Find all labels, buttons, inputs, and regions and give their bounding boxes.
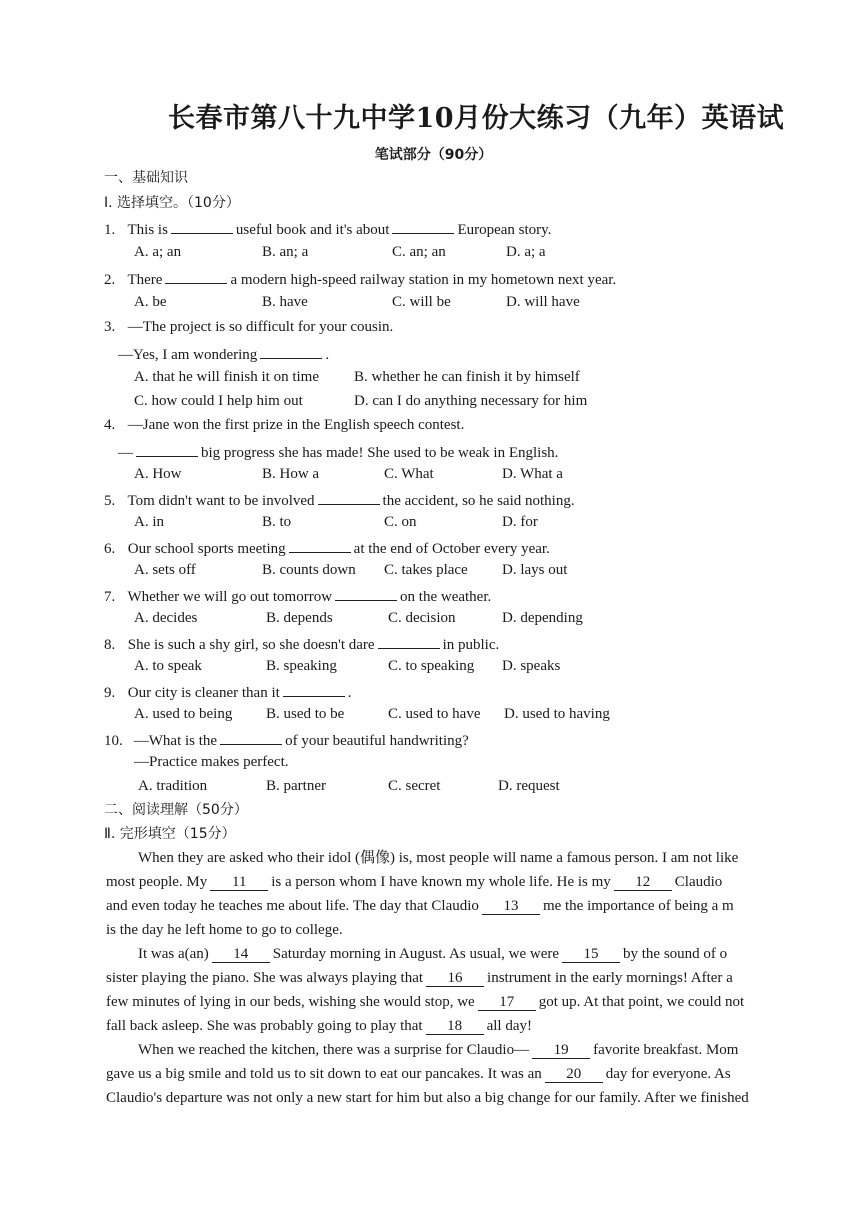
option-b: B. speaking [266, 658, 337, 674]
option-b: B. partner [266, 778, 326, 794]
question-number: 7. [104, 589, 116, 605]
question-number: 1. [104, 222, 116, 238]
question-text: . [325, 347, 330, 363]
passage-text: Claudio [674, 874, 723, 890]
passage-text: day for everyone. As [605, 1066, 731, 1082]
cloze-blank: 13 [482, 898, 540, 915]
passage-text: by the sound of o [623, 946, 728, 962]
option-a: A. to speak [134, 658, 202, 674]
cloze-blank: 18 [426, 1018, 484, 1035]
question-text: European story. [457, 222, 552, 238]
option-b: B. depends [266, 610, 333, 626]
option-c: C. on [384, 514, 417, 530]
passage-text: It was a(an) [138, 946, 209, 962]
option-a: A. a; an [134, 244, 182, 260]
question-number: 4. [104, 417, 116, 433]
question-6 [104, 536, 550, 559]
question-number: 3. [104, 319, 116, 335]
option-c: C. What [384, 466, 434, 482]
answer-blank [318, 488, 380, 505]
option-b: B. used to be [266, 706, 345, 722]
part-heading-choice: I. 选择填空。（10分） [104, 195, 240, 211]
section-heading-reading: 二、阅读理解（50分） [104, 802, 248, 818]
option-d: D. a; a [506, 244, 546, 260]
answer-blank [335, 584, 397, 601]
passage-line [106, 992, 744, 1012]
passage-line [138, 944, 727, 964]
option-c: C. decision [388, 610, 456, 626]
option-b: B. How a [262, 466, 320, 482]
option-d: D. can I do anything necessary for him [354, 393, 588, 409]
passage-line [106, 1064, 731, 1084]
cloze-blank: 19 [532, 1042, 590, 1059]
option-b: B. an; a [262, 244, 309, 260]
question-number: 8. [104, 637, 116, 653]
option-b: B. to [262, 514, 292, 530]
option-c: C. used to have [388, 706, 481, 722]
question-text: Tom didn't want to be involved [127, 493, 315, 509]
question-text: There [127, 272, 163, 288]
question-number: 6. [104, 541, 116, 557]
option-a: A. used to being [134, 706, 233, 722]
passage-text: me the importance of being a m [542, 898, 734, 914]
cloze-blank: 17 [478, 994, 536, 1011]
question-number: 9. [104, 685, 116, 701]
answer-blank [392, 217, 454, 234]
question-text: useful book and it's about [235, 222, 390, 238]
option-b: B. counts down [262, 562, 356, 578]
question-3-reply [118, 342, 329, 365]
passage-line [106, 1016, 532, 1036]
answer-blank [136, 440, 198, 457]
cloze-blank: 12 [614, 874, 672, 891]
option-b: B. have [262, 294, 308, 310]
question-text: Whether we will go out tomorrow [127, 589, 333, 605]
question-text: big progress she has made! She used to be weak in English. [201, 445, 559, 461]
answer-blank [260, 342, 322, 359]
passage-text: most people. My [106, 874, 208, 890]
section-heading-basics: 一、基础知识 [104, 170, 188, 186]
question-2 [104, 267, 616, 290]
question-4 [104, 415, 464, 435]
passage-text: is the day he left home to go to college. [106, 922, 343, 938]
option-c: C. an; an [392, 244, 446, 260]
passage-text: When they are asked who their idol (偶像) is, most people will name a famous person. I am not like [138, 850, 739, 866]
option-c: C. takes place [384, 562, 468, 578]
option-d: D. speaks [502, 658, 561, 674]
question-10 [104, 728, 469, 751]
passage-text: all day! [486, 1018, 532, 1034]
question-7 [104, 584, 491, 607]
option-d: D. will have [506, 294, 580, 310]
passage-line [138, 1040, 738, 1060]
option-a: A. sets off [134, 562, 196, 578]
option-a: A. in [134, 514, 164, 530]
question-text: the accident, so he said nothing. [382, 493, 575, 509]
question-text: Our city is cleaner than it [127, 685, 280, 701]
passage-text: is a person whom I have known my whole life. He is my [271, 874, 611, 890]
passage-line [106, 1088, 749, 1108]
question-text: —The project is so difficult for your cousin. [127, 319, 394, 335]
question-text: Our school sports meeting [127, 541, 286, 557]
question-text: —What is the [133, 733, 218, 749]
question-text: —Jane won the first prize in the English speech contest. [127, 417, 465, 433]
question-number: 5. [104, 493, 116, 509]
passage-line [106, 920, 343, 940]
question-4-reply [118, 440, 558, 463]
page-title: 长春市第八十九中学10月份大练习（九年）英语试 [168, 103, 785, 134]
cloze-blank: 20 [545, 1066, 603, 1083]
passage-text: and even today he teaches me about life. The day that Claudio [106, 898, 479, 914]
option-a: A. be [134, 294, 167, 310]
question-number: 2. [104, 272, 116, 288]
option-d: D. lays out [502, 562, 568, 578]
passage-text: When we reached the kitchen, there was a surprise for Claudio— [138, 1042, 530, 1058]
page-subtitle: 笔试部分（90分） [374, 147, 493, 163]
question-8 [104, 632, 499, 655]
passage-line [106, 968, 733, 988]
question-9 [104, 680, 352, 703]
passage-line [106, 872, 722, 892]
question-text: at the end of October every year. [353, 541, 550, 557]
option-a: A. How [134, 466, 182, 482]
option-d: D. depending [502, 610, 583, 626]
passage-text: sister playing the piano. She was always playing that [106, 970, 424, 986]
passage-text: fall back asleep. She was probably going to play that [106, 1018, 423, 1034]
question-1 [104, 217, 551, 240]
answer-blank [289, 536, 351, 553]
cloze-blank: 16 [426, 970, 484, 987]
question-text: This is [127, 222, 168, 238]
question-10-reply: —Practice makes perfect. [134, 754, 289, 770]
option-a: A. decides [134, 610, 198, 626]
option-d: D. What a [502, 466, 563, 482]
question-text: a modern high-speed railway station in my hometown next year. [230, 272, 617, 288]
passage-text: Saturday morning in August. As usual, we were [272, 946, 560, 962]
passage-text: favorite breakfast. Mom [593, 1042, 739, 1058]
option-d: D. for [502, 514, 538, 530]
cloze-blank: 14 [212, 946, 270, 963]
option-c: C. how could I help him out [134, 393, 303, 409]
question-text: —Yes, I am wondering [118, 347, 258, 363]
question-text: . [347, 685, 352, 701]
cloze-blank: 15 [562, 946, 620, 963]
passage-text: got up. At that point, we could not [538, 994, 745, 1010]
question-text: — [118, 445, 133, 461]
option-b: B. whether he can finish it by himself [354, 369, 580, 385]
answer-blank [283, 680, 345, 697]
passage-text: instrument in the early mornings! After a [487, 970, 733, 986]
answer-blank [220, 728, 282, 745]
passage-line [138, 848, 738, 868]
option-a: A. tradition [138, 778, 208, 794]
question-5 [104, 488, 575, 511]
question-text: in public. [442, 637, 500, 653]
question-text: of your beautiful handwriting? [285, 733, 469, 749]
answer-blank [171, 217, 233, 234]
cloze-blank: 11 [210, 874, 268, 891]
option-d: D. used to having [504, 706, 610, 722]
option-d: D. request [498, 778, 560, 794]
question-number: 10. [104, 733, 123, 749]
answer-blank [165, 267, 227, 284]
option-c: C. will be [392, 294, 451, 310]
part-heading-cloze: Ⅱ. 完形填空（15分） [104, 826, 236, 842]
question-text: She is such a shy girl, so she doesn't dare [127, 637, 375, 653]
passage-text: Claudio's departure was not only a new start for him but also a big change for our family. After we finished [106, 1090, 749, 1106]
passage-text: few minutes of lying in our beds, wishing she would stop, we [106, 994, 475, 1010]
answer-blank [378, 632, 440, 649]
question-3 [104, 317, 393, 337]
option-c: C. to speaking [388, 658, 475, 674]
option-c: C. secret [388, 778, 441, 794]
question-text: on the weather. [400, 589, 492, 605]
option-a: A. that he will finish it on time [134, 369, 319, 385]
passage-text: gave us a big smile and told us to sit down to eat our pancakes. It was an [106, 1066, 542, 1082]
passage-line [106, 896, 734, 916]
